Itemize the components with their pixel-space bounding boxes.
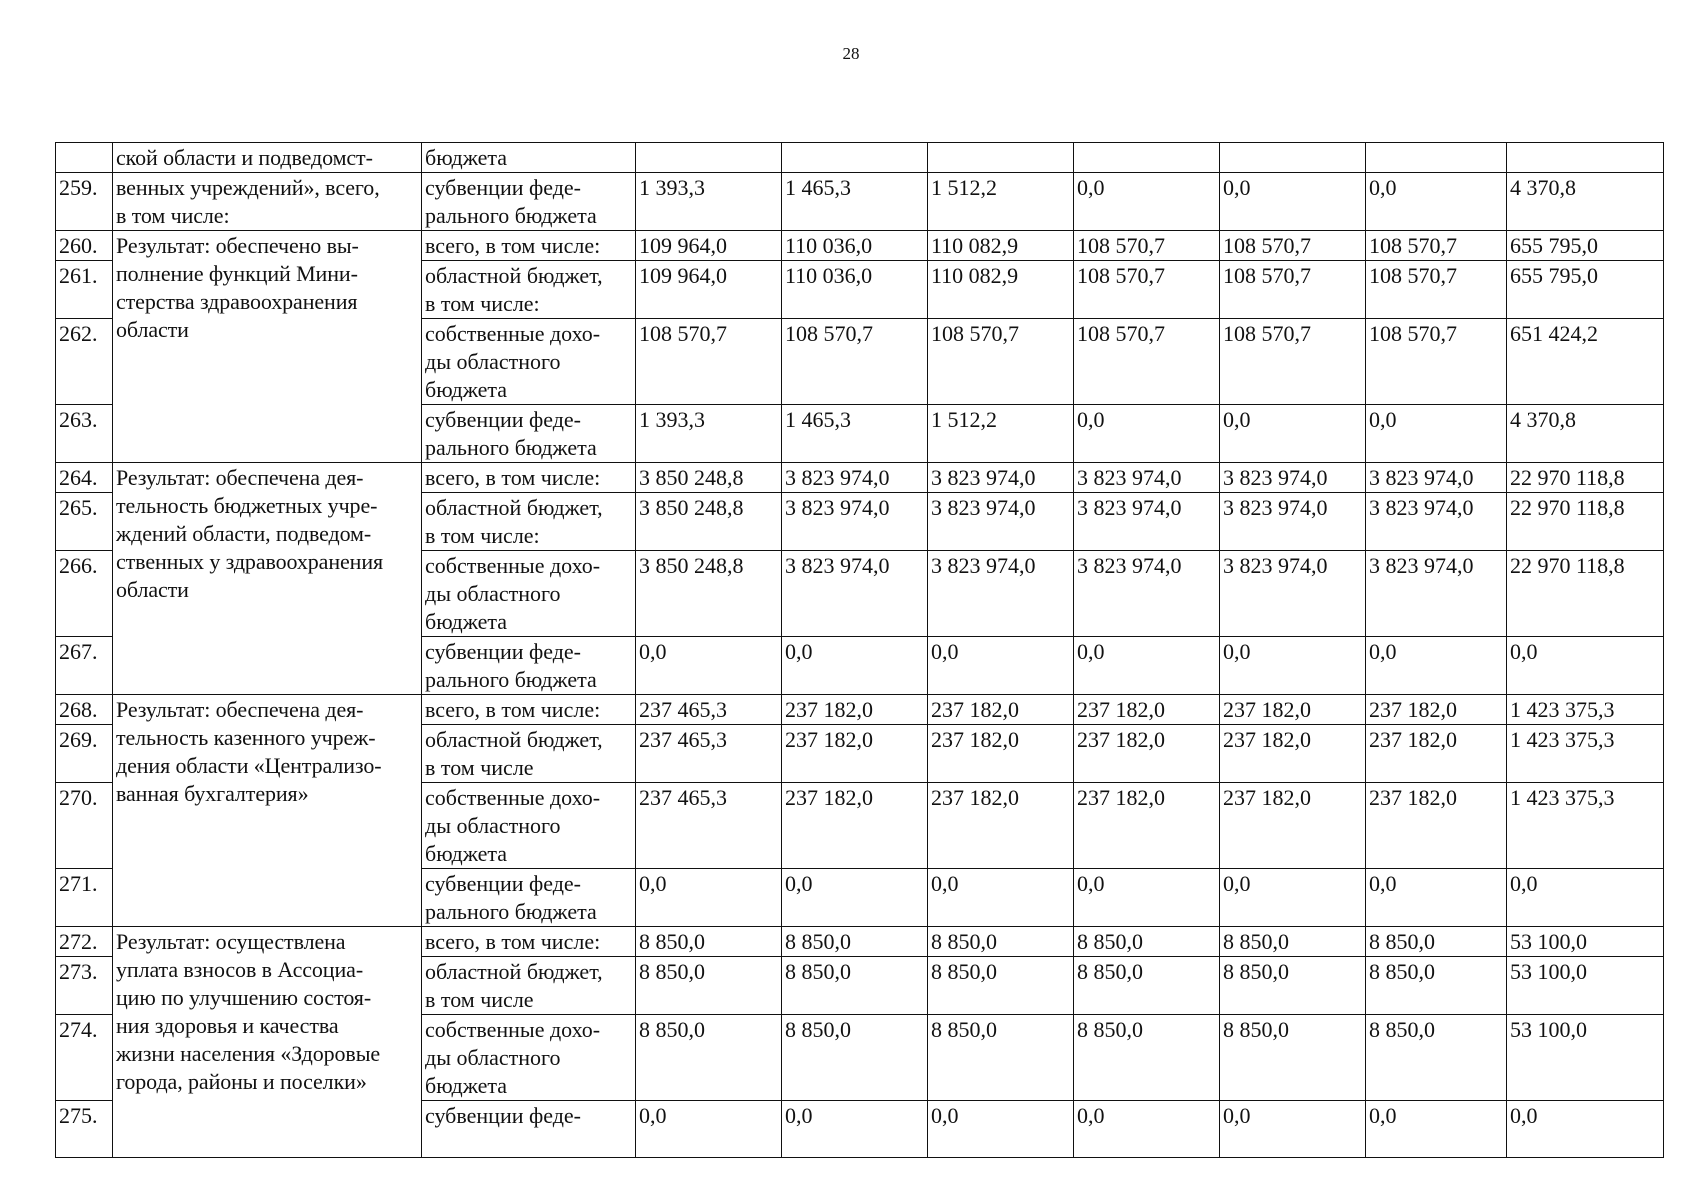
budget-table (55, 142, 1664, 1158)
row-number: 266. (56, 551, 113, 637)
value-cell: 8 850,0 (928, 957, 1074, 1015)
value-cell (1220, 143, 1366, 173)
value-cell: 3 823 974,0 (1366, 493, 1507, 551)
value-cell: 110 036,0 (782, 231, 928, 261)
value-cell: 3 850 248,8 (636, 551, 782, 637)
value-cell: 108 570,7 (1074, 261, 1220, 319)
value-cell: 108 570,7 (1220, 261, 1366, 319)
value-cell: 237 182,0 (1220, 725, 1366, 783)
value-cell: 0,0 (1074, 173, 1220, 231)
value-cell: 0,0 (928, 637, 1074, 695)
value-cell: 8 850,0 (1074, 1015, 1220, 1101)
value-cell: 237 182,0 (1074, 725, 1220, 783)
value-cell: 1 465,3 (782, 405, 928, 463)
value-cell: 3 823 974,0 (782, 463, 928, 493)
value-cell: 110 082,9 (928, 231, 1074, 261)
source-cell: собственные дохо- ды областного бюджета (422, 551, 636, 637)
value-cell: 0,0 (1507, 869, 1664, 927)
value-cell: 110 082,9 (928, 261, 1074, 319)
value-cell: 237 465,3 (636, 783, 782, 869)
value-cell: 22 970 118,8 (1507, 551, 1664, 637)
row-number: 274. (56, 1015, 113, 1101)
value-cell: 0,0 (1220, 173, 1366, 231)
value-cell: 8 850,0 (928, 1015, 1074, 1101)
source-cell: областной бюджет, в том числе (422, 725, 636, 783)
source-cell: областной бюджет, в том числе: (422, 493, 636, 551)
value-cell: 8 850,0 (636, 957, 782, 1015)
value-cell: 237 182,0 (1366, 695, 1507, 725)
value-cell: 0,0 (782, 637, 928, 695)
value-cell: 8 850,0 (1074, 957, 1220, 1015)
value-cell: 108 570,7 (636, 319, 782, 405)
row-number (56, 143, 113, 173)
value-cell: 655 795,0 (1507, 231, 1664, 261)
row-number: 270. (56, 783, 113, 869)
row-number: 260. (56, 231, 113, 261)
row-number: 267. (56, 637, 113, 695)
description-cell: Результат: осуществлена уплата взносов в Ассоциа- цию по улучшению состоя- ния здоровья и качества жизни населения «Здоровые города, районы и поселки» (113, 927, 422, 1158)
value-cell (1074, 143, 1220, 173)
value-cell: 3 823 974,0 (782, 493, 928, 551)
value-cell (1366, 143, 1507, 173)
value-cell: 0,0 (1074, 869, 1220, 927)
source-cell: бюджета (422, 143, 636, 173)
value-cell: 1 423 375,3 (1507, 783, 1664, 869)
value-cell: 237 182,0 (1220, 783, 1366, 869)
value-cell: 0,0 (1074, 637, 1220, 695)
source-cell: всего, в том числе: (422, 927, 636, 957)
value-cell: 8 850,0 (636, 927, 782, 957)
value-cell: 1 393,3 (636, 173, 782, 231)
value-cell: 3 850 248,8 (636, 493, 782, 551)
value-cell: 108 570,7 (1366, 319, 1507, 405)
value-cell: 8 850,0 (1220, 957, 1366, 1015)
source-cell: всего, в том числе: (422, 695, 636, 725)
value-cell: 1 393,3 (636, 405, 782, 463)
value-cell: 655 795,0 (1507, 261, 1664, 319)
row-number: 261. (56, 261, 113, 319)
description-cell: ской области и подведомст- (113, 143, 422, 173)
value-cell: 1 512,2 (928, 405, 1074, 463)
value-cell: 3 823 974,0 (1074, 551, 1220, 637)
value-cell: 109 964,0 (636, 231, 782, 261)
value-cell: 0,0 (1074, 405, 1220, 463)
value-cell: 108 570,7 (1220, 319, 1366, 405)
value-cell: 8 850,0 (1366, 1015, 1507, 1101)
table-row (56, 463, 1664, 493)
value-cell: 3 823 974,0 (1074, 493, 1220, 551)
value-cell: 108 570,7 (928, 319, 1074, 405)
value-cell: 0,0 (636, 869, 782, 927)
value-cell: 0,0 (1220, 1101, 1366, 1158)
value-cell: 3 823 974,0 (928, 551, 1074, 637)
value-cell: 3 823 974,0 (1220, 551, 1366, 637)
source-cell: субвенции феде- рального бюджета (422, 405, 636, 463)
row-number: 265. (56, 493, 113, 551)
table-row (56, 231, 1664, 261)
value-cell: 0,0 (636, 637, 782, 695)
value-cell: 1 512,2 (928, 173, 1074, 231)
row-number: 262. (56, 319, 113, 405)
row-number: 259. (56, 173, 113, 231)
source-cell: субвенции феде- рального бюджета (422, 637, 636, 695)
value-cell: 0,0 (1507, 637, 1664, 695)
value-cell: 237 182,0 (1220, 695, 1366, 725)
value-cell: 3 823 974,0 (782, 551, 928, 637)
value-cell: 8 850,0 (1074, 927, 1220, 957)
value-cell: 237 465,3 (636, 695, 782, 725)
value-cell: 0,0 (782, 869, 928, 927)
value-cell: 8 850,0 (782, 1015, 928, 1101)
value-cell: 8 850,0 (782, 927, 928, 957)
source-cell: собственные дохо- ды областного бюджета (422, 783, 636, 869)
value-cell: 4 370,8 (1507, 173, 1664, 231)
value-cell: 109 964,0 (636, 261, 782, 319)
value-cell: 53 100,0 (1507, 1015, 1664, 1101)
value-cell: 0,0 (1074, 1101, 1220, 1158)
value-cell: 237 182,0 (1074, 783, 1220, 869)
table-row (56, 143, 1664, 173)
value-cell: 1 465,3 (782, 173, 928, 231)
source-cell: всего, в том числе: (422, 231, 636, 261)
value-cell: 0,0 (1220, 869, 1366, 927)
value-cell (1507, 143, 1664, 173)
table-row (56, 695, 1664, 725)
value-cell: 3 823 974,0 (928, 493, 1074, 551)
value-cell: 0,0 (1366, 637, 1507, 695)
value-cell: 108 570,7 (1220, 231, 1366, 261)
value-cell: 0,0 (1366, 1101, 1507, 1158)
row-number: 268. (56, 695, 113, 725)
value-cell: 651 424,2 (1507, 319, 1664, 405)
value-cell: 237 465,3 (636, 725, 782, 783)
description-cell: Результат: обеспечена дея- тельность бюджетных учре- ждений области, подведом- ственных у здравоохранения области (113, 463, 422, 695)
value-cell: 0,0 (636, 1101, 782, 1158)
value-cell: 1 423 375,3 (1507, 725, 1664, 783)
table-row (56, 927, 1664, 957)
value-cell: 22 970 118,8 (1507, 493, 1664, 551)
value-cell: 0,0 (1366, 869, 1507, 927)
page-number: 28 (842, 44, 860, 63)
value-cell: 0,0 (928, 869, 1074, 927)
row-number: 273. (56, 957, 113, 1015)
value-cell: 237 182,0 (1074, 695, 1220, 725)
value-cell: 4 370,8 (1507, 405, 1664, 463)
value-cell: 237 182,0 (1366, 725, 1507, 783)
value-cell: 110 036,0 (782, 261, 928, 319)
source-cell: субвенции феде- (422, 1101, 636, 1158)
value-cell: 0,0 (1220, 405, 1366, 463)
value-cell: 53 100,0 (1507, 927, 1664, 957)
value-cell: 3 823 974,0 (928, 463, 1074, 493)
source-cell: собственные дохо- ды областного бюджета (422, 319, 636, 405)
value-cell: 8 850,0 (1220, 1015, 1366, 1101)
value-cell: 3 823 974,0 (1366, 551, 1507, 637)
value-cell: 8 850,0 (1366, 927, 1507, 957)
source-cell: областной бюджет, в том числе (422, 957, 636, 1015)
value-cell: 8 850,0 (636, 1015, 782, 1101)
value-cell: 0,0 (1220, 637, 1366, 695)
description-cell: венных учреждений», всего, в том числе: (113, 173, 422, 231)
value-cell: 0,0 (782, 1101, 928, 1158)
value-cell: 108 570,7 (782, 319, 928, 405)
value-cell: 237 182,0 (782, 725, 928, 783)
row-number: 272. (56, 927, 113, 957)
value-cell: 108 570,7 (1366, 261, 1507, 319)
value-cell: 237 182,0 (928, 695, 1074, 725)
value-cell: 8 850,0 (928, 927, 1074, 957)
value-cell: 3 823 974,0 (1074, 463, 1220, 493)
value-cell: 3 823 974,0 (1366, 463, 1507, 493)
value-cell (782, 143, 928, 173)
row-number: 269. (56, 725, 113, 783)
value-cell: 237 182,0 (782, 695, 928, 725)
value-cell: 0,0 (928, 1101, 1074, 1158)
value-cell: 237 182,0 (782, 783, 928, 869)
value-cell (636, 143, 782, 173)
value-cell: 237 182,0 (928, 725, 1074, 783)
value-cell: 108 570,7 (1074, 319, 1220, 405)
table-row (56, 173, 1664, 231)
value-cell: 108 570,7 (1074, 231, 1220, 261)
description-cell: Результат: обеспечено вы- полнение функций Мини- стерства здравоохранения области (113, 231, 422, 463)
value-cell: 0,0 (1366, 405, 1507, 463)
value-cell: 8 850,0 (1366, 957, 1507, 1015)
source-cell: субвенции феде- рального бюджета (422, 869, 636, 927)
source-cell: собственные дохо- ды областного бюджета (422, 1015, 636, 1101)
value-cell: 108 570,7 (1366, 231, 1507, 261)
value-cell: 22 970 118,8 (1507, 463, 1664, 493)
value-cell: 1 423 375,3 (1507, 695, 1664, 725)
value-cell: 8 850,0 (782, 957, 928, 1015)
source-cell: всего, в том числе: (422, 463, 636, 493)
description-cell: Результат: обеспечена дея- тельность казенного учреж- дения области «Централизо- ванная бухгалтерия» (113, 695, 422, 927)
row-number: 271. (56, 869, 113, 927)
value-cell (928, 143, 1074, 173)
source-cell: субвенции феде- рального бюджета (422, 173, 636, 231)
value-cell: 3 823 974,0 (1220, 493, 1366, 551)
value-cell: 8 850,0 (1220, 927, 1366, 957)
value-cell: 0,0 (1366, 173, 1507, 231)
row-number: 263. (56, 405, 113, 463)
value-cell: 0,0 (1507, 1101, 1664, 1158)
row-number: 264. (56, 463, 113, 493)
row-number: 275. (56, 1101, 113, 1158)
value-cell: 237 182,0 (1366, 783, 1507, 869)
value-cell: 3 850 248,8 (636, 463, 782, 493)
value-cell: 237 182,0 (928, 783, 1074, 869)
source-cell: областной бюджет, в том числе: (422, 261, 636, 319)
value-cell: 3 823 974,0 (1220, 463, 1366, 493)
value-cell: 53 100,0 (1507, 957, 1664, 1015)
